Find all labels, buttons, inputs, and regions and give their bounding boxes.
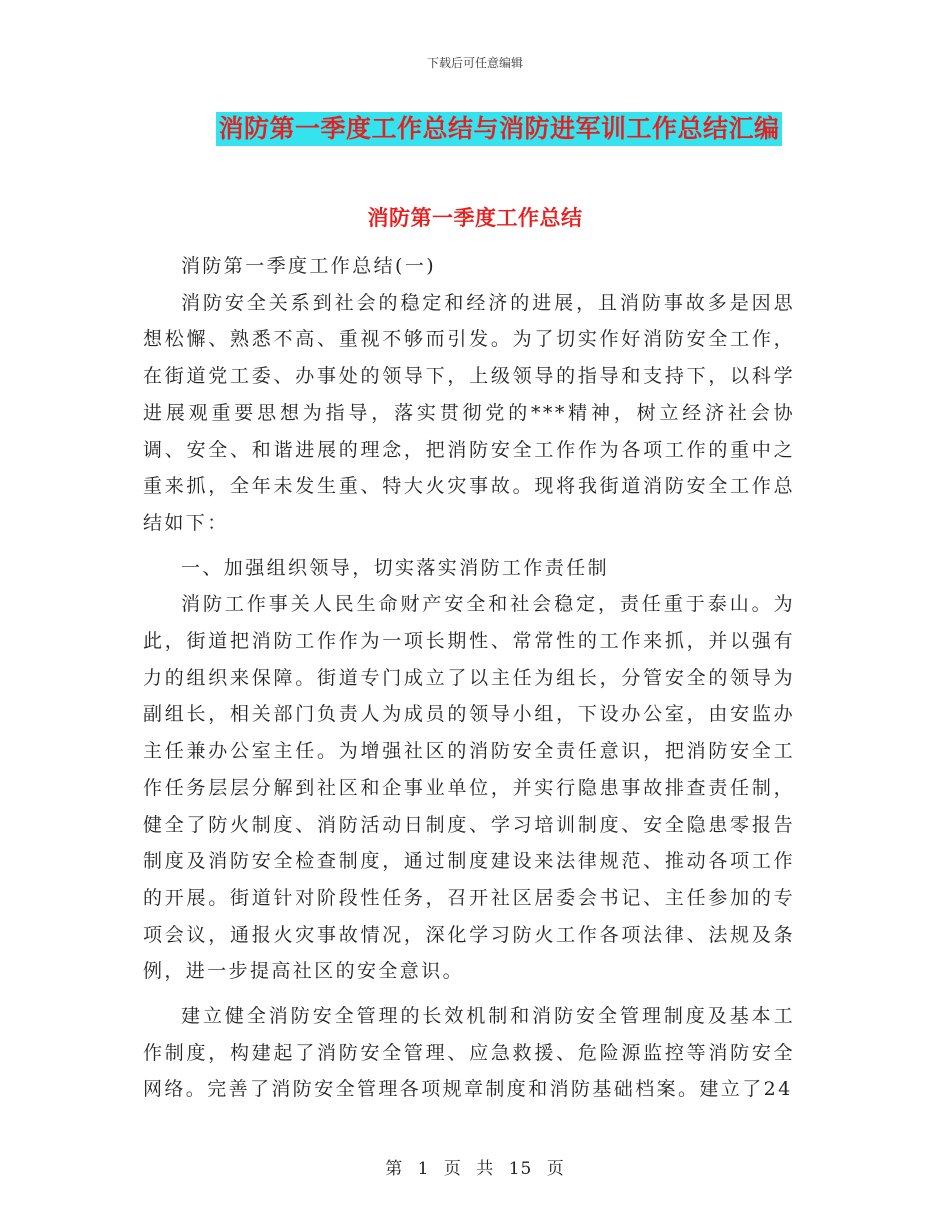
main-title: 消防第一季度工作总结与消防进军训工作总结汇编 — [216, 112, 781, 146]
document-body — [143, 248, 795, 1108]
paragraph-subtitle: 消防第一季度工作总结(一) — [181, 255, 437, 277]
header-note: 下载后可任意编辑 — [426, 56, 523, 70]
page-footer — [0, 1154, 950, 1179]
paragraph: 消防安全关系到社会的稳定和经济的进展，且消防事故多是因思想松懈、熟悉不高、重视不够而引发。为了切实作好消防安全工作，在街道党工委、办事处的领导下，上级领导的指导和支持下，以科学进展观重要思想为指导，落实贯彻党的***精神，树立经济社会协调、安全、和谐进展的理念，把消防安全工作作为各项工作的重中之重来抓，全年未发生重、特大火灾事故。现将我街道消防安全工作总结如下： — [143, 291, 795, 534]
footer-page-number: 1 — [417, 1159, 430, 1179]
footer-page-label: 第 — [385, 1159, 404, 1179]
footer-page-unit: 页 — [443, 1159, 462, 1179]
footer-total-number: 15 — [508, 1159, 533, 1179]
paragraph-heading: 一、加强组织领导，切实落实消防工作责任制 — [181, 556, 610, 579]
footer-total-label: 共 — [476, 1159, 495, 1179]
main-title-container — [0, 112, 950, 146]
section-title: 消防第一季度工作总结 — [367, 205, 583, 230]
footer-total-unit: 页 — [546, 1159, 565, 1179]
paragraph: 建立健全消防安全管理的长效机制和消防安全管理制度及基本工作制度，构建起了消防安全管理、应急救援、危险源监控等消防安全网络。完善了消防安全管理各项规章制度和消防基础档案。建立了24 — [143, 1005, 795, 1101]
paragraph: 消防工作事关人民生命财产安全和社会稳定，责任重于泰山。为此，街道把消防工作作为一项长期性、常常性的工作来抓，并以强有力的组织来保障。街道专门成立了以主任为组长，分管安全的领导为副组长，相关部门负责人为成员的领导小组，下设办公室，由安监办主任兼办公室主任。为增强社区的消防安全责任意识，把消防安全工作任务层层分解到社区和企事业单位，并实行隐患事故排查责任制，健全了防火制度、消防活动日制度、学习培训制度、安全隐患零报告制度及消防安全检查制度，通过制度建设来法律规范、推动各项工作的开展。街道针对阶段性任务，召开社区居委会书记、主任参加的专项会议，通报火灾事故情况，深化学习防火工作各项法律、法规及条例，进一步提高社区的安全意识。 — [143, 593, 795, 983]
